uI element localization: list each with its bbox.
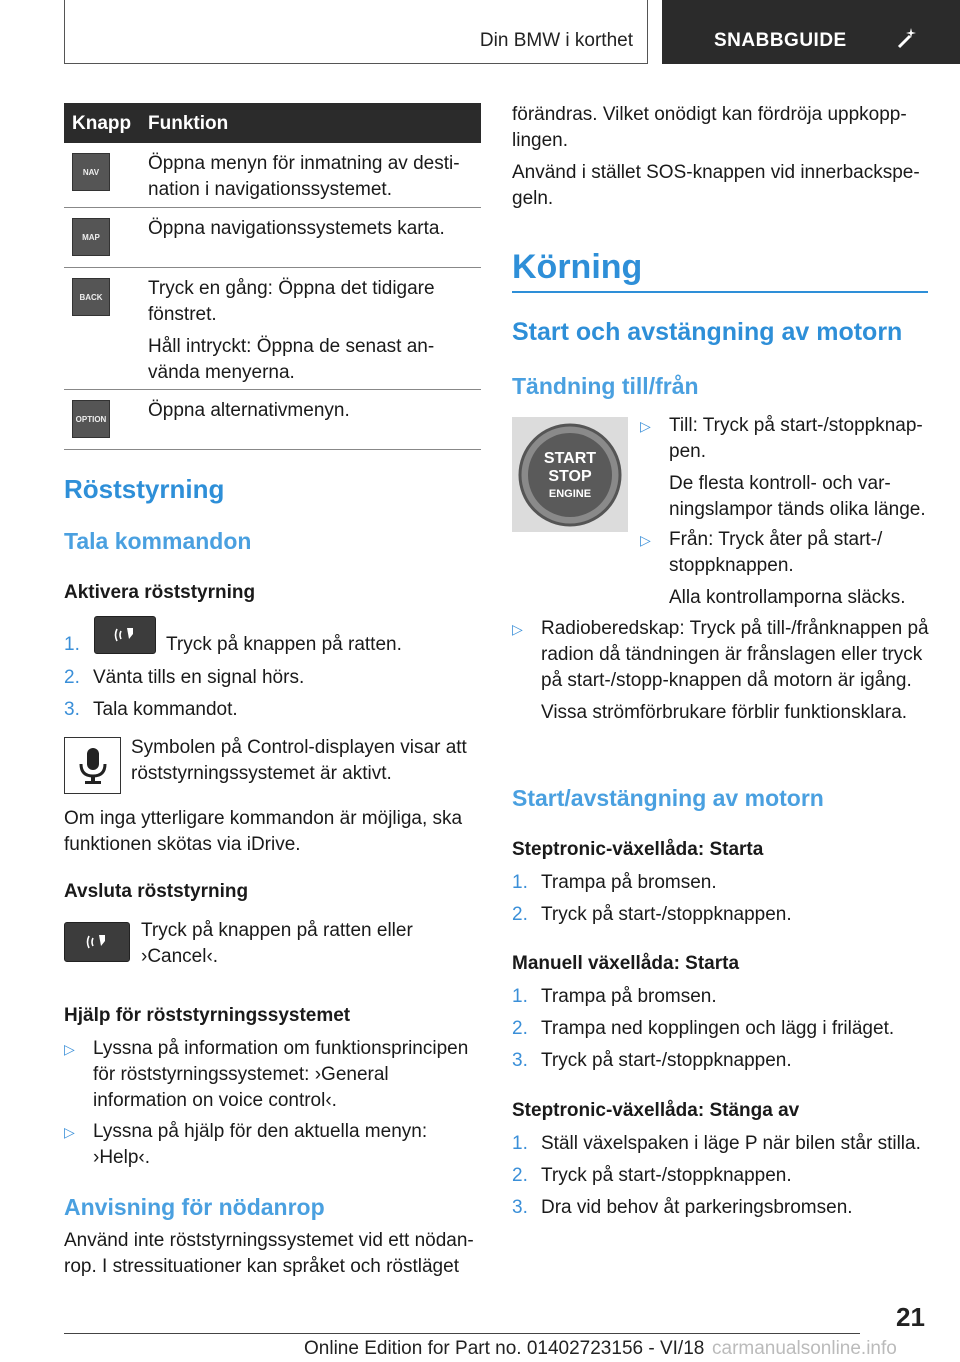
option-button-image: OPTION [72,400,110,438]
bullet-text: Lyssna på information om funktionsprincipen för röststyrningssystemet: ›General information on voice control‹. [93,1038,469,1111]
table-header [64,103,481,143]
step-number: 1. [512,872,528,893]
voice-control-icon [113,625,137,645]
emergency-text: Använd inte röststyrningssystemet vid ett nödan-rop. I stressituationer kan språket och röstläget [64,1230,474,1277]
row-text: Öppna menyn för inmatning av desti-nation i navigationssystemet. [148,153,460,200]
continued-text-2: Använd i stället SOS-knappen vid innerbackspe-geln. [512,162,920,209]
header-title: Din BMW i korthet [479,30,633,51]
footer-rule [64,1333,860,1334]
nav-button-image: NAV [72,153,110,191]
list-item [64,665,474,695]
step-number: 3. [64,699,80,720]
column-header-function: Funktion [148,113,229,134]
continued-text-1: förändras. Vilket onödigt kan fördröja uppkopp-lingen. [512,104,907,151]
row-text: Tryck en gång: Öppna det tidigare fönstret. Håll intryckt: Öppna de senast an-vända menyerna. [148,278,435,383]
section-title-voice: Röststyrning [64,474,225,504]
engine-label: ENGINE [548,488,592,500]
triangle-bullet-icon: ▷ [640,418,651,434]
subtitle-start-engine: Start/avstängning av motorn [512,785,824,811]
bullet-text: Till: Tryck på start-/stoppknap-pen. De flesta kontroll- och var-ningslampor tänds olika länge. [669,415,926,520]
end-voice-text: Tryck på knappen på ratten eller ›Cancel‹. [141,920,413,967]
step-text: Tryck på start-/stoppknappen. [541,1165,792,1186]
step-number: 1. [512,1133,528,1154]
header-right-tab [662,0,960,64]
row-text: Öppna alternativmenyn. [148,400,350,421]
page-number: 21 [896,1302,925,1332]
step-text: Trampa ned kopplingen och lägg i friläget. [541,1018,895,1039]
button-function-table [64,103,481,450]
row-text: Öppna navigationssystemets karta. [148,218,445,239]
list-item [512,1163,928,1191]
section-title-start-stop: Start och avstängning av motorn [512,318,903,346]
heading-steptronic-stop: Steptronic-växellåda: Stänga av [512,1100,800,1121]
table-row [64,268,481,390]
list-item [512,1016,928,1044]
triangle-bullet-icon: ▷ [640,532,651,548]
list-item [64,1119,476,1173]
mic-note: Symbolen på Control-displayen visar att röststyrningssystemet är aktivt. [131,737,467,784]
step-text: Tryck på start-/stoppknappen. [541,1050,792,1071]
voice-button-image [64,922,130,962]
step-text: Ställ växelspaken i läge P när bilen står stilla. [541,1133,921,1154]
microphone-icon [76,746,110,786]
title-rule [512,291,928,293]
start-stop-button-image [512,417,628,532]
heading-manual-start: Manuell växellåda: Starta [512,953,740,974]
list-item [512,984,928,1012]
stop-label: STOP [548,468,592,485]
list-item [64,632,474,662]
triangle-bullet-icon: ▷ [64,1041,75,1057]
list-item [640,527,930,617]
heading-activate: Aktivera röststyrning [64,582,256,603]
start-label: START [543,450,597,467]
heading-steptronic-start: Steptronic-växellåda: Starta [512,839,764,860]
start-stop-button-graphic [512,417,628,532]
list-item [512,1195,928,1223]
step-text: Tryck på start-/stoppknappen. [541,904,792,925]
heading-help: Hjälp för röststyrningssystemet [64,1005,351,1026]
magic-wand-icon [896,26,920,50]
heading-end-voice: Avsluta röststyrning [64,881,249,902]
chapter-title-driving: Körning [512,248,643,286]
list-item [512,902,928,930]
list-item [512,870,928,898]
triangle-bullet-icon: ▷ [512,621,523,637]
table-row [64,390,481,450]
footer-edition: Online Edition for Part no. 01402723156 - VI/18 [304,1338,705,1359]
voice-control-icon [85,932,109,952]
header-section-label: SNABBGUIDE [714,30,847,51]
table-row [64,143,481,208]
subtitle-emergency: Anvisning för nödanrop [64,1194,325,1220]
step-number: 1. [64,634,80,655]
bullet-text: Lyssna på hjälp för den aktuella menyn: ›Help‹. [93,1121,428,1168]
map-button-image: MAP [72,218,110,256]
step-number: 2. [512,1165,528,1186]
voice-button-image [94,616,156,654]
subtitle-speak-commands: Tala kommandon [64,528,252,554]
step-number: 1. [512,986,528,1007]
list-item [640,413,930,523]
list-item [512,1048,928,1076]
step-text: Trampa på bromsen. [541,986,717,1007]
bullet-text: Från: Tryck åter på start-/ stoppknappen. Alla kontrollamporna släcks. [669,529,906,608]
list-item [512,616,930,756]
column-header-button: Knapp [72,113,132,134]
step-number: 3. [512,1197,528,1218]
step-number: 2. [512,1018,528,1039]
step-text: Trampa på bromsen. [541,872,717,893]
header-left-tab [64,0,648,64]
step-text: Tryck på knappen på ratten. [166,634,402,655]
list-item [64,697,474,727]
microphone-symbol-image [64,737,121,794]
table-row [64,208,481,268]
step-text: Tala kommandot. [93,699,238,720]
back-button-image: BACK [72,278,110,316]
no-more-commands-text: Om inga ytterligare kommandon är möjliga, ska funktionen skötas via iDrive. [64,808,463,855]
subtitle-ignition: Tändning till/från [512,373,699,399]
step-number: 2. [512,904,528,925]
list-item [512,1131,928,1159]
list-item [64,1036,476,1116]
step-number: 3. [512,1050,528,1071]
step-number: 2. [64,667,80,688]
triangle-bullet-icon: ▷ [64,1124,75,1140]
step-text: Dra vid behov åt parkeringsbromsen. [541,1197,853,1218]
step-text: Vänta tills en signal hörs. [93,667,305,688]
bullet-text: Radioberedskap: Tryck på till-/frånknappen på radion då tändningen är frånslagen eller tryck på start-/stopp-knappen då motorn är igång. Vissa strömförbrukare förblir funktionsklara. [541,618,929,723]
watermark: carmanualsonline.info [712,1338,897,1359]
